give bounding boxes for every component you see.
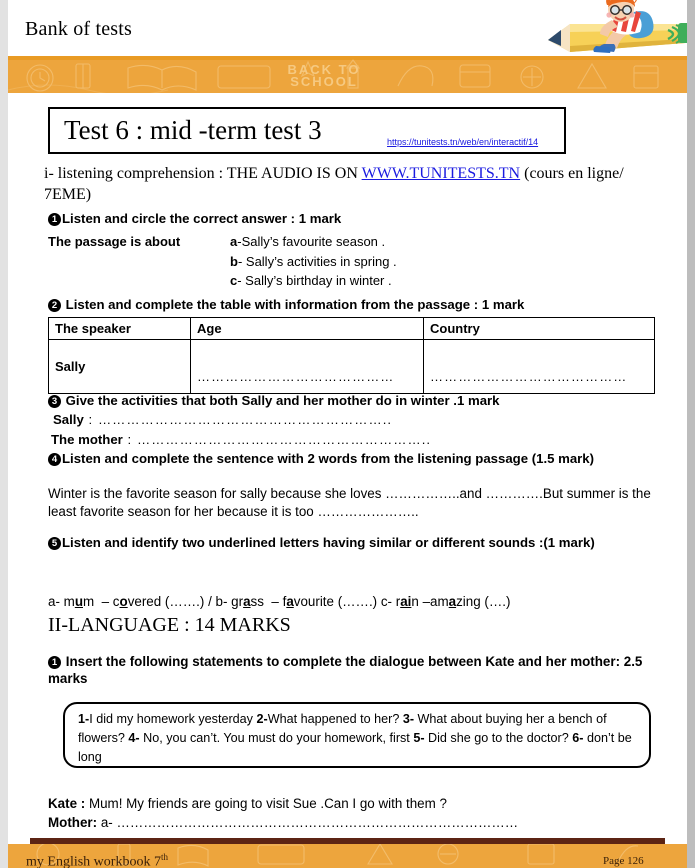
pair-a-dash: – — [101, 594, 110, 609]
page-right-margin — [687, 0, 695, 868]
table-cell-country-answer[interactable]: …………………………………… — [424, 340, 655, 394]
statement-5-number: 5- — [413, 731, 429, 745]
statement-3-number: 3- — [402, 712, 418, 726]
exercise-2-instruction — [48, 297, 658, 313]
exercise-3-label-sally: Sally — [53, 412, 84, 427]
footer-left-text: my English workbook 7th — [26, 852, 168, 868]
exercise-1-option-a[interactable] — [230, 232, 397, 252]
statement-1-number: 1- — [78, 712, 90, 726]
exercise-5-word-pairs — [48, 593, 668, 611]
table-header-age: Age — [191, 318, 424, 340]
exercise-3-label-mother: The mother — [51, 432, 123, 447]
pair-b-label: / b- — [208, 594, 228, 609]
table-header-speaker: The speaker — [49, 318, 191, 340]
exercise-5-number-badge: 5 — [48, 537, 61, 550]
statement-4-text[interactable]: No, you can’t. You must do your homework, first — [143, 731, 414, 745]
exercise-2-instruction-text: Listen and complete the table with information from the passage : 1 mark — [65, 297, 525, 312]
table-cell-age-answer[interactable]: …………………………………… — [191, 340, 424, 394]
table-header-row — [49, 318, 655, 340]
footer-orange-band — [8, 844, 687, 868]
document-page — [8, 0, 687, 868]
pair-b-word2: favourite — [282, 594, 334, 609]
statement-2-number: 2- — [256, 712, 268, 726]
exercise-2-number-badge: 2 — [48, 299, 61, 312]
exercise-3-instruction — [48, 393, 658, 409]
language-section-heading: II-LANGUAGE : 14 MARKS — [48, 614, 291, 636]
statement-6-text[interactable]: don’t be long — [78, 731, 632, 764]
intro-suffix: (cours en ligne/ 7EME) — [44, 165, 624, 203]
table-header-country: Country — [424, 318, 655, 340]
pair-a-label: a- — [48, 594, 60, 609]
exercise-3-answer-mother[interactable] — [51, 432, 661, 447]
pair-c-word2: amazing — [430, 594, 481, 609]
statement-6-number: 6- — [572, 731, 587, 745]
table-row — [49, 340, 655, 394]
header-title: Bank of tests — [25, 18, 133, 40]
exercise-4-instruction — [48, 451, 660, 468]
statements-box — [63, 702, 651, 768]
statement-1-text[interactable]: I did my homework yesterday — [89, 712, 257, 726]
exercise-4-instruction-text: Listen and complete the sentence with 2 words from the listening passage (1.5 mark) — [62, 451, 595, 466]
dialogue-line-kate — [48, 795, 658, 814]
pair-a-word1: mum — [63, 594, 95, 609]
option-b-letter: b — [230, 253, 238, 269]
option-b-text: - Sally’s activities in spring . — [237, 253, 397, 269]
exercise-1-option-b[interactable] — [230, 252, 397, 272]
exercise-5-instruction — [48, 535, 654, 552]
exercise-3-dots-mother: : …………………………………………………….. — [122, 432, 432, 447]
dialogue-speaker-mother: Mother: — [48, 814, 98, 830]
pair-a-word2: covered — [112, 594, 162, 609]
exercise-5-instruction-text: Listen and identify two underlined letters having similar or different sounds :(1 mark) — [62, 535, 595, 550]
banner-back-to-school-text: BACK TO SCHOOL — [287, 62, 361, 89]
footer-ordinal-suffix: th — [160, 852, 168, 862]
dialogue-block — [48, 795, 658, 832]
option-c-letter: c — [230, 273, 238, 288]
exercise-1-number-badge: 1 — [48, 213, 61, 226]
page-left-margin — [0, 0, 8, 868]
intro-prefix: i- listening comprehension : THE AUDIO IS ON — [44, 165, 362, 182]
option-a-text: -Sally’s favourite season . — [237, 234, 386, 249]
dialogue-answer-mother[interactable]: a- ……………………………………………………………………………… — [97, 814, 519, 830]
pair-b-blank[interactable]: (…….) — [337, 594, 378, 609]
test-title-url-link[interactable]: https://tunitests.tn/web/en/interactif/14 — [387, 137, 539, 147]
exercise-1-instruction — [48, 211, 658, 227]
statements-list — [78, 710, 638, 767]
statement-2-text[interactable]: What happened to her? — [267, 712, 403, 726]
option-a-letter: a — [230, 234, 238, 249]
pair-a-blank[interactable]: (…….) — [164, 594, 205, 609]
dialogue-text-kate: Mum! My friends are going to visit Sue .Can I go with them ? — [85, 796, 447, 811]
exercise-3-instruction-text: Give the activities that both Sally and her mother do in winter .1 mark — [65, 393, 500, 408]
language-exercise-1-instruction-text: Insert the following statements to complete the dialogue between Kate and her mother: 2.5 marks — [48, 654, 643, 686]
footer-page-number: Page 126 — [603, 855, 644, 867]
pair-c-label: c- — [380, 594, 393, 609]
statement-5-text[interactable]: Did she go to the doctor? — [428, 731, 573, 745]
test-title: Test 6 : mid -term test 3 — [64, 115, 322, 145]
exercise-4-paragraph[interactable]: Winter is the favorite season for sally because she loves ……………..and ………….But summer is the least favorite season for her because it is too ………………….. — [48, 486, 651, 519]
pair-c-word1: rain — [395, 594, 419, 609]
exercise-4-number-badge: 4 — [48, 453, 61, 466]
tunitests-link[interactable]: WWW.TUNITESTS.TN — [361, 165, 521, 182]
statement-3-text[interactable]: What about buying her a bench of flowers? — [78, 712, 607, 745]
pair-c-blank[interactable]: (….) — [484, 594, 511, 609]
exercise-1-stem-text: The passage is about — [48, 234, 181, 249]
exercise-1-option-c[interactable] — [230, 271, 397, 291]
exercise-3-answer-sally[interactable] — [53, 412, 663, 427]
exercise-1-instruction-text: Listen and circle the correct answer : 1 mark — [62, 211, 342, 226]
exercise-3-number-badge: 3 — [48, 395, 61, 408]
document-footer — [8, 838, 687, 868]
dialogue-speaker-kate: Kate : — [48, 796, 86, 811]
exercise-3-dots-sally: : …………………………………………………….. — [83, 412, 393, 427]
statement-4-number: 4- — [128, 731, 144, 745]
exercise-1-options — [230, 232, 397, 291]
pair-b-word1: grass — [231, 594, 264, 609]
test-title-box — [48, 107, 566, 154]
table-cell-speaker-name: Sally — [49, 340, 191, 394]
listening-intro-line — [44, 163, 660, 205]
speaker-info-table — [48, 317, 655, 394]
dialogue-line-mother[interactable] — [48, 814, 658, 833]
language-exercise-1-number-badge: 1 — [48, 656, 61, 669]
boy-on-pencil-mascot-icon — [528, 0, 687, 62]
option-c-text: - Sally’s birthday in winter . — [237, 273, 392, 288]
pair-c-dash: – — [422, 594, 431, 609]
language-exercise-1-instruction — [48, 653, 648, 687]
pair-b-dash: – — [271, 594, 279, 609]
